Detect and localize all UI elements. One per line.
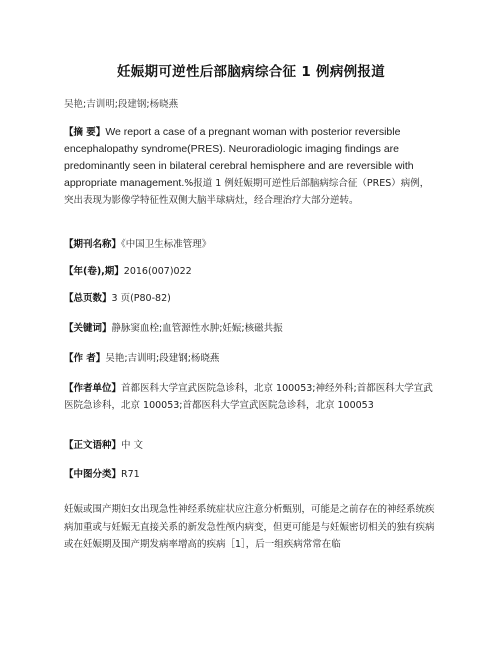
year-value: 2016(007)022 [123, 266, 192, 277]
field-affiliation [64, 380, 436, 414]
field-keywords [64, 320, 436, 337]
affiliation-label: 【作者单位】 [64, 383, 122, 394]
classification-label: 【中图分类】 [64, 469, 122, 480]
journal-value: 《中国卫生标准管理》 [121, 239, 212, 250]
author-value: 吴艳;吉训明;段建钢;杨晓燕 [105, 353, 220, 364]
keywords-value: 静脉窦血栓;血管源性水肿;妊娠;核磁共振 [111, 323, 283, 334]
journal-label: 【期刊名称】 [64, 239, 122, 250]
keywords-label: 【关键词】 [64, 323, 112, 334]
field-classification [64, 466, 436, 483]
author-label: 【作 者】 [64, 353, 106, 364]
classification-value: R71 [121, 469, 140, 480]
language-value: 中 文 [121, 440, 144, 451]
pages-label: 【总页数】 [64, 293, 112, 304]
body-paragraph: 妊娠或围产期妇女出现急性神经系统症状应注意分析甄别，可能是之前存在的神经系统疾病加重或与妊娠无直接关系的新发急性颅内病变，但更可能是与妊娠密切相关的独有疾病或在妊娠期及围产期发病率增高的疾病［1］，后一组疾病常常在临 [64, 504, 435, 550]
field-journal [64, 236, 436, 253]
article-title: 妊娠期可逆性后部脑病综合征 1 例病例报道 [116, 64, 386, 80]
year-label: 【年(卷),期】 [64, 266, 124, 277]
field-year [64, 263, 436, 280]
language-label: 【正文语种】 [64, 440, 122, 451]
field-pages [64, 290, 436, 307]
pages-value: 3 页(P80-82) [111, 293, 171, 304]
field-author [64, 350, 436, 367]
abstract-text-zh: %报道 1 例妊娠期可逆性后部脑病综合征（PRES）病例，突出表现为影像学特征性双侧大脑半球病灶，经合理治疗大部分逆转。 [64, 178, 430, 206]
article-authors: 吴艳;吉训明;段建钢;杨晓燕 [64, 99, 179, 110]
abstract-label: 【摘 要】 [64, 127, 106, 138]
field-language [64, 437, 436, 454]
affiliation-value: 首都医科大学宣武医院急诊科，北京 100053;神经外科;首都医科大学宣武医院急诊科，北京 100053;首都医科大学宣武医院急诊科，北京 100053 [64, 383, 433, 411]
abstract-section [64, 124, 436, 209]
abstract-text-en: We report a case of a pregnant woman with posterior reversible encephalopathy syndrome(PRES). Neuroradiologic imaging findings are predominantly seen in bilateral cerebral hemisphere and are reversible with appropriate management. [64, 126, 414, 189]
